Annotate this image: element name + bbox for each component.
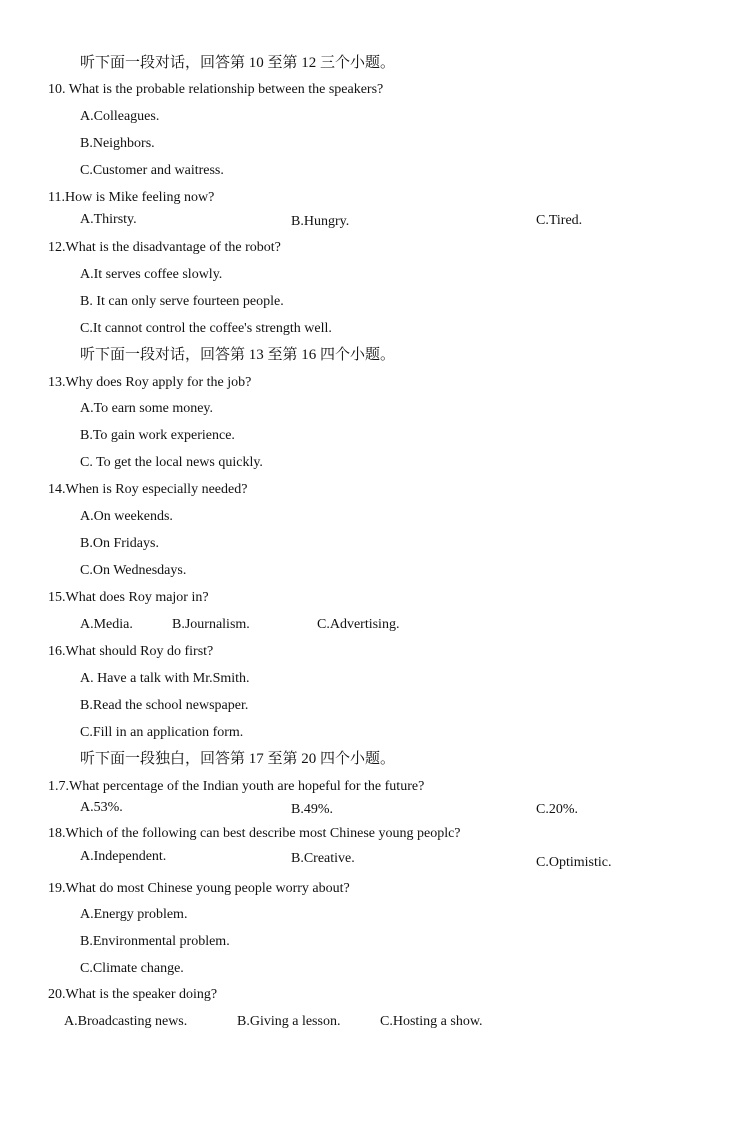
- option: A.Energy problem.: [80, 907, 188, 922]
- option: C.Advertising.: [317, 617, 400, 632]
- option: A.Broadcasting news.: [64, 1014, 188, 1029]
- question-13: 13.Why does Roy apply for the job?: [48, 375, 252, 390]
- option: C.Climate change.: [80, 961, 184, 976]
- option: B.Neighbors.: [80, 136, 155, 151]
- option: A.53%.: [80, 800, 123, 815]
- option: B.On Fridays.: [80, 536, 159, 551]
- question-14: 14.When is Roy especially needed?: [48, 482, 248, 497]
- section-heading: 听下面一段对话，回答第 10 至第 12 三个小题。: [80, 55, 396, 71]
- option: C. To get the local news quickly.: [80, 455, 263, 470]
- question-15: 15.What does Roy major in?: [48, 590, 209, 605]
- option: A.Colleagues.: [80, 109, 160, 124]
- option: B.To gain work experience.: [80, 428, 235, 443]
- option: B.49%.: [291, 802, 333, 817]
- question-18: 18.Which of the following can best describe most Chinese young peoplc?: [48, 826, 461, 841]
- question-19: 19.What do most Chinese young people worry about?: [48, 881, 350, 896]
- option: A.Media.: [80, 617, 133, 632]
- option: B.Environmental problem.: [80, 934, 230, 949]
- option: A.It serves coffee slowly.: [80, 267, 223, 282]
- option: A.To earn some money.: [80, 401, 214, 416]
- question-17: 1.7.What percentage of the Indian youth are hopeful for the future?: [48, 779, 425, 794]
- option: A.Independent.: [80, 849, 167, 864]
- question-20: 20.What is the speaker doing?: [48, 987, 218, 1002]
- option: B.Journalism.: [172, 617, 250, 632]
- option: C.Optimistic.: [536, 855, 612, 870]
- option: C.On Wednesdays.: [80, 563, 187, 578]
- option: C.Hosting a show.: [380, 1014, 483, 1029]
- option: B.Creative.: [291, 851, 355, 866]
- option: C.20%.: [536, 802, 578, 817]
- option: C.Fill in an application form.: [80, 725, 244, 740]
- question-16: 16.What should Roy do first?: [48, 644, 214, 659]
- section-heading: 听下面一段独白，回答第 17 至第 20 四个小题。: [80, 751, 396, 767]
- option: C.It cannot control the coffee's strength well.: [80, 321, 332, 336]
- option: A.On weekends.: [80, 509, 173, 524]
- section-heading: 听下面一段对话，回答第 13 至第 16 四个小题。: [80, 347, 396, 363]
- question-12: 12.What is the disadvantage of the robot?: [48, 240, 281, 255]
- option: B.Read the school newspaper.: [80, 698, 249, 713]
- question-11: 11.How is Mike feeling now?: [48, 190, 215, 205]
- question-10: 10. What is the probable relationship between the speakers?: [48, 82, 384, 97]
- option: C.Customer and waitress.: [80, 163, 224, 178]
- option: B.Hungry.: [291, 214, 350, 229]
- option: B.Giving a lesson.: [237, 1014, 341, 1029]
- option: A. Have a talk with Mr.Smith.: [80, 671, 250, 686]
- option: B. It can only serve fourteen people.: [80, 294, 284, 309]
- option: C.Tired.: [536, 213, 583, 228]
- option: A.Thirsty.: [80, 212, 137, 227]
